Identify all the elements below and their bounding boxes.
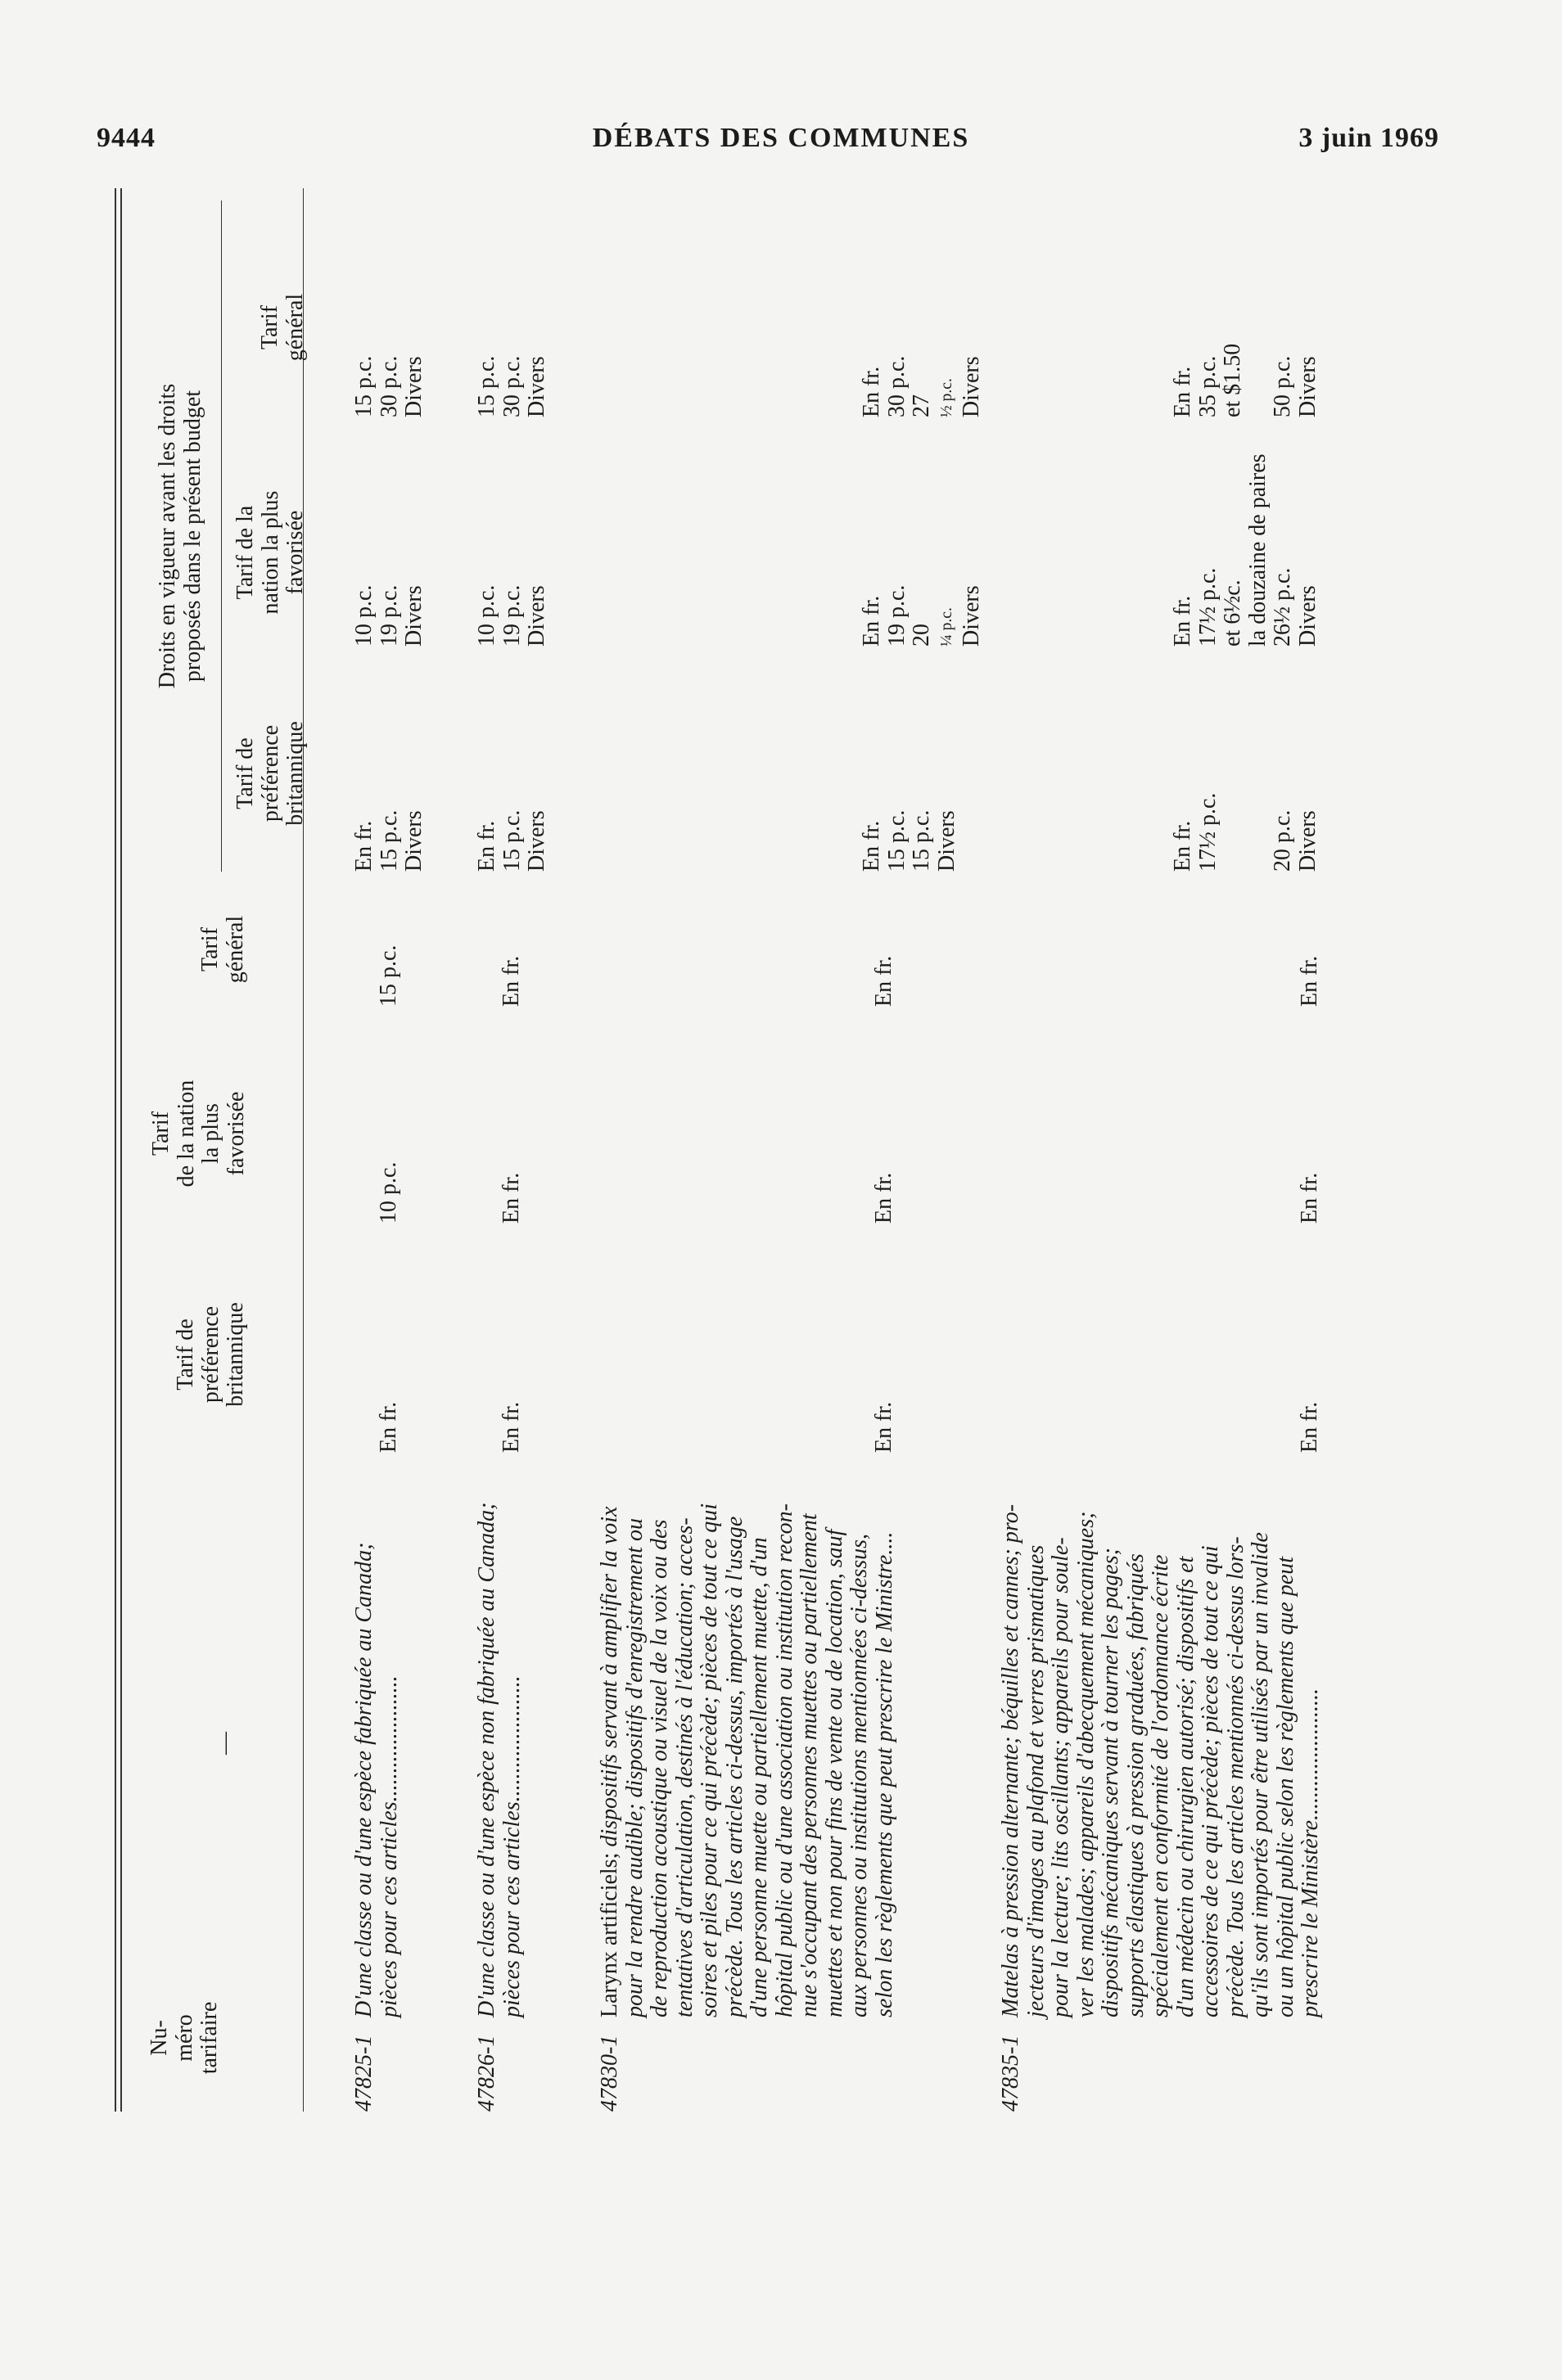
rate-line <box>910 356 959 417</box>
header-general-prior-line: général <box>282 293 308 362</box>
description-line: aux personnes ou institutions mentionnées ci-dessus, <box>846 1533 872 2017</box>
rate-line: En fr. <box>859 820 884 872</box>
rate-line: 10 p.c. <box>351 584 377 647</box>
rate-line: 35 p.c. <box>1194 355 1221 417</box>
page-date: 3 juin 1969 <box>1298 123 1439 153</box>
description-line: pour la rendre audible; dispositifs d'enregistrement ou <box>621 1517 648 2017</box>
description-line: qu'ils sont importés pour être utilisés par un invalide <box>1248 1532 1273 2017</box>
description-line: précède. Tous les articles ci-dessus, importés à l'usage <box>721 1516 747 2017</box>
rate-line: et 6½c. <box>1220 579 1245 647</box>
header-nation-prior-line: nation la plus <box>257 490 283 615</box>
rate-general: En fr. <box>1297 955 1322 1007</box>
description-line: Matelas à pression alternante; béquilles et cannes; pro- <box>998 1503 1023 2017</box>
rate-line: Divers <box>401 810 427 872</box>
rate-pref: En fr. <box>1297 1401 1322 1453</box>
rate-pref-prior <box>352 810 427 872</box>
rate-line <box>1246 344 1271 417</box>
rate-line <box>1246 793 1271 872</box>
rate-nation-prior <box>860 585 985 647</box>
rate-whole: 20 <box>909 624 934 647</box>
header-general <box>198 884 248 1015</box>
description-line: pièces pour ces articles...................... <box>376 1675 402 2017</box>
header-pref-line: britannique <box>223 1302 248 1407</box>
header-pref-prior-line: préférence <box>257 724 283 823</box>
header-pref-prior <box>233 675 309 872</box>
rate-general: En fr. <box>871 955 896 1007</box>
rate-fraction: ½ p.c. <box>937 378 955 417</box>
rate-line: En fr. <box>1170 595 1195 647</box>
rate-whole: 27 <box>909 394 934 417</box>
description-line: ver les malades; appareils d'abecquement mécaniques; <box>1072 1511 1099 2017</box>
rate-general-prior <box>1171 344 1320 417</box>
header-nation-prior <box>233 454 309 651</box>
header-nation <box>149 1039 249 1228</box>
rate-line: 15 p.c. <box>474 355 499 417</box>
rate-line: 19 p.c. <box>883 584 910 647</box>
rate-line: En fr. <box>474 820 499 872</box>
rate-line: 15 p.c. <box>499 809 525 872</box>
rate-line: 15 p.c. <box>376 809 402 872</box>
row-description <box>352 1481 402 2017</box>
header-nation-line: la plus <box>198 1103 223 1164</box>
description-line: d'une personne muette ou partiellement muette, d'un <box>747 1537 772 2017</box>
tariff-number: 47825-1 <box>351 2035 377 2112</box>
rate-general: 15 p.c. <box>376 944 401 1007</box>
header-general-line: Tarif <box>197 927 223 972</box>
rate-line: Divers <box>401 585 427 647</box>
description-line: dispositifs mécaniques servant à tourner les pages; <box>1098 1548 1123 2017</box>
description-line: hôpital public ou d'une association ou institution recon- <box>771 1503 797 2017</box>
rate-nation-prior <box>1171 453 1320 647</box>
rate-line: Divers <box>959 356 984 417</box>
rate-line: et $1.50 <box>1220 343 1245 417</box>
page-header <box>0 0 1562 196</box>
rate-line: 50 p.c. <box>1270 355 1295 417</box>
header-pref-prior-line: britannique <box>282 721 308 826</box>
rate-line: 20 p.c. <box>1270 809 1295 872</box>
rate-line: En fr. <box>1170 366 1195 417</box>
rate-line: la douzaine de paires <box>1244 453 1271 647</box>
description-line: soires et piles pour ce qui précède; pièces de tout ce qui <box>697 1503 722 2017</box>
description-line: pour la lecture; lits oscillants; appareils pour soule- <box>1048 1537 1073 2017</box>
rate-line: 26½ p.c. <box>1270 567 1295 647</box>
rate-pref-prior <box>1171 793 1320 872</box>
rate-line: 30 p.c. <box>376 355 402 417</box>
rate-line: 19 p.c. <box>499 584 525 647</box>
description-line: précède. Tous les articles mentionnés ci-dessus lors- <box>1222 1536 1248 2017</box>
table-top-rule-inner <box>120 188 122 2112</box>
tariff-number: 47835-1 <box>998 2035 1023 2112</box>
rate-nation: 10 p.c. <box>376 1161 401 1224</box>
rate-line: Divers <box>1294 356 1320 417</box>
description-line: prescrire le Ministère....................... <box>1298 1688 1323 2017</box>
rate-line: En fr. <box>1170 820 1195 872</box>
row-description <box>598 1481 897 2017</box>
description-line: pièces pour ces articles...................... <box>499 1675 525 2017</box>
rate-pref: En fr. <box>871 1401 896 1453</box>
rate-general: En fr. <box>499 955 524 1007</box>
rate-line: Divers <box>401 356 427 417</box>
rate-nation-prior <box>475 585 550 647</box>
header-group-prior-duties <box>156 205 205 868</box>
rate-line: Divers <box>959 585 984 647</box>
header-nation-line: de la nation <box>173 1080 199 1188</box>
rate-line: 17½ p.c. <box>1194 792 1221 872</box>
table-top-rule <box>115 188 116 2112</box>
description-line: ou un hôpital public selon les règlements que peut <box>1272 1556 1298 2017</box>
header-nation-line: Tarif <box>148 1111 174 1156</box>
header-pref-line: Tarif de <box>173 1318 198 1391</box>
description-line: accessoires de ce qui précède; pièces de tout ce qui <box>1198 1545 1223 2017</box>
tariff-table <box>115 188 1506 2112</box>
rate-line: 17½ p.c. <box>1194 567 1221 647</box>
rate-line: Divers <box>524 356 549 417</box>
description-lead: Larynx artificiels; <box>597 1852 622 2017</box>
description-line: selon les règlements que peut prescrire le Ministre.... <box>871 1531 897 2017</box>
rate-pref: En fr. <box>376 1401 401 1453</box>
rate-nation-prior <box>352 585 427 647</box>
rate-fraction: ¼ p.c. <box>937 607 955 647</box>
description-line: jecteurs d'images au plafond et verres prismatiques <box>1023 1544 1049 2017</box>
header-nation-prior-line: Tarif de la <box>232 505 258 600</box>
rate-line: Divers <box>1294 585 1320 647</box>
header-description: — <box>212 1732 237 1755</box>
rate-pref: En fr. <box>499 1401 524 1453</box>
rate-general-prior <box>860 356 985 417</box>
header-number <box>147 1964 223 2112</box>
rate-line: 30 p.c. <box>883 355 910 417</box>
row-description <box>475 1481 525 2017</box>
rate-line: En fr. <box>351 820 377 872</box>
header-general-prior-line: Tarif <box>257 305 282 350</box>
tariff-number: 47830-1 <box>597 2035 622 2112</box>
rate-line: 15 p.c. <box>351 355 377 417</box>
header-group-line: proposés dans le présent budget <box>179 390 205 683</box>
rate-line: En fr. <box>859 595 884 647</box>
rate-line: Divers <box>1294 810 1320 872</box>
header-nation-prior-line: favorisée <box>282 510 308 595</box>
description-line: d'un médecin ou chirurgien autorisé; dispositifs et <box>1172 1556 1199 2017</box>
header-number-line: tarifaire <box>196 2001 222 2075</box>
rate-line: 15 p.c. <box>883 809 910 872</box>
header-general-line: général <box>222 915 248 984</box>
description-line <box>598 1481 623 2017</box>
header-group-line: Droits en vigueur avant les droits <box>155 383 180 689</box>
rate-line <box>910 585 959 647</box>
page-title: DÉBATS DES COMMUNES <box>592 123 970 153</box>
header-number-line: méro <box>171 2014 197 2062</box>
tariff-number: 47826-1 <box>474 2035 499 2112</box>
header-pref-prior-line: Tarif de <box>232 737 258 809</box>
rate-nation: En fr. <box>871 1172 896 1224</box>
header-number-line: Nu- <box>147 2020 172 2056</box>
rate-general-prior <box>475 356 550 417</box>
header-pref-line: préférence <box>197 1305 223 1404</box>
rate-general-prior <box>352 356 427 417</box>
header-general-prior <box>258 233 308 421</box>
description-line: supports élastiques à pression graduées, fabriqués <box>1122 1553 1149 2017</box>
rate-line: Divers <box>524 585 549 647</box>
group-header-rule <box>221 201 222 872</box>
header-nation-line: favorisée <box>223 1091 249 1176</box>
header-pref <box>174 1260 249 1449</box>
rate-line: Divers <box>524 810 549 872</box>
description-text: dispositifs servant à amplifier la voix <box>597 1506 622 1847</box>
description-line: spécialement en conformité de l'ordonnance écrite <box>1148 1554 1173 2017</box>
rate-line <box>1221 793 1246 872</box>
description-line: tentatives d'articulation, destinés à l'éducation; acces- <box>671 1517 697 2017</box>
description-line: nue s'occupant des personnes muettes ou partiellement <box>797 1513 822 2017</box>
rate-line: 15 p.c. <box>909 809 934 872</box>
row-description <box>999 1481 1324 2017</box>
description-line: D'une classe ou d'une espèce fabriquée au Canada; <box>351 1542 377 2017</box>
page-number: 9444 <box>97 123 156 153</box>
rate-line: Divers <box>933 810 959 872</box>
description-line: muettes et non pour fins de vente ou de location, sauf <box>821 1529 847 2017</box>
rate-nation: En fr. <box>1297 1172 1322 1224</box>
rate-nation: En fr. <box>499 1172 524 1224</box>
rate-pref-prior <box>860 810 959 872</box>
rate-pref-prior <box>475 810 550 872</box>
description-line: de reproduction acoustique ou visuel de la voix ou des <box>647 1519 672 2017</box>
rate-line: 10 p.c. <box>474 584 499 647</box>
rate-line: En fr. <box>859 366 884 417</box>
description-line: D'une classe ou d'une espèce non fabriquée au Canada; <box>474 1502 499 2017</box>
rate-line: 19 p.c. <box>376 584 402 647</box>
rate-line: 30 p.c. <box>499 355 525 417</box>
tariff-table-rotated <box>115 188 1506 2112</box>
